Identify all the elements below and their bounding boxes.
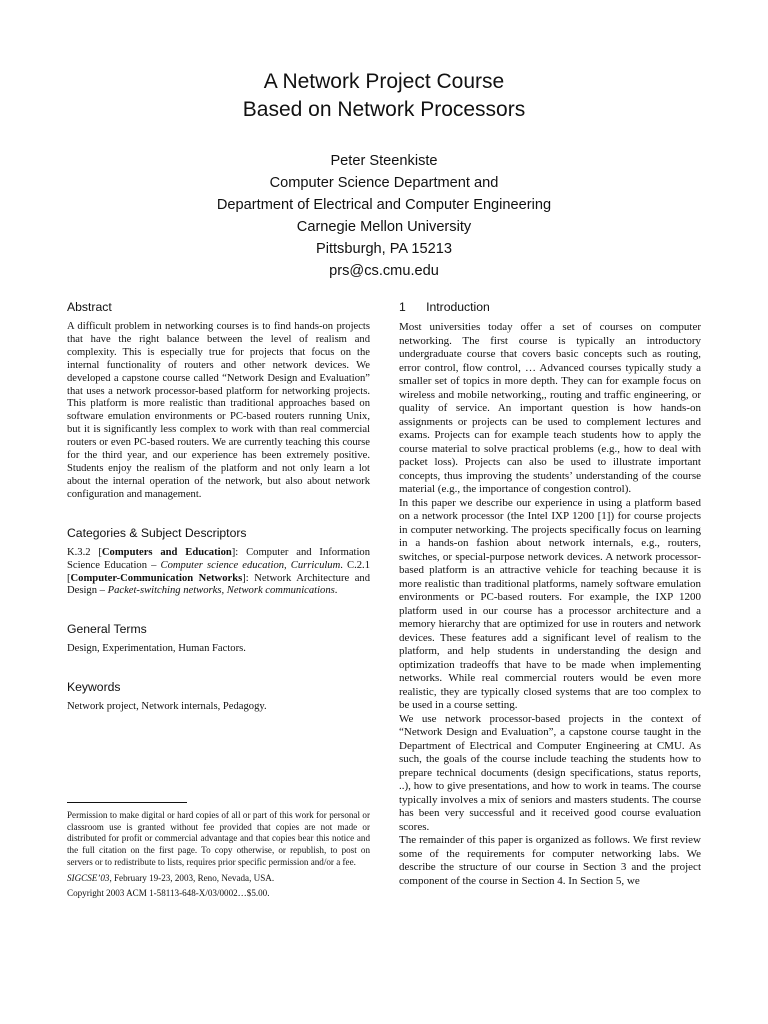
- intro-paragraph-4: The remainder of this paper is organized as follows. We first review some of the requirements for computer networking labs. We describe the structure of our course in Section 3 and the project component of the course in Section 4. In Section 5, we: [399, 834, 701, 887]
- k32-end: .: [340, 559, 343, 571]
- permission-footnote: [67, 802, 370, 900]
- keywords-section: [67, 680, 370, 714]
- introduction-section: [399, 300, 701, 888]
- general-terms-section: [67, 622, 370, 656]
- abstract-section: [67, 300, 370, 502]
- title-line-2: Based on Network Processors: [242, 98, 526, 121]
- author-dept-2: Department of Electrical and Computer Engineering: [216, 197, 552, 213]
- author-block: [0, 150, 768, 282]
- category-k32: [67, 547, 370, 599]
- c21-end: .: [334, 585, 338, 597]
- general-terms-text: Design, Experimentation, Human Factors.: [67, 643, 246, 655]
- author-email: prs@cs.cmu.edu: [329, 263, 439, 279]
- introduction-heading: 1 Introduction: [399, 300, 490, 314]
- footnote-rule: [67, 802, 187, 803]
- conference-line: [67, 873, 370, 885]
- k32-code: K.3.2 [: [67, 546, 102, 558]
- keywords-heading: Keywords: [67, 680, 121, 695]
- copyright-line: Copyright 2003 ACM 1-58113-648-X/03/0002…$5.00.: [67, 888, 270, 899]
- c21-italic: Packet-switching networks, Network communications: [107, 585, 335, 597]
- permission-text: Permission to make digital or hard copies of all or part of this work for personal or classroom use is granted without fee provided that copies are not made or distributed for profit or commercial advantage and that copies bear this notice and the full citation on the first page. To copy otherwise, or republish, to post on servers or to redistribute to lists, requires prior specific permission and/or a fee.: [67, 810, 370, 867]
- paper-title: [0, 68, 768, 124]
- title-line-1: A Network Project Course: [263, 70, 505, 93]
- intro-paragraph-2: In this paper we describe our experience in using a platform based on a network processor (the Intel IXP 1200 [1]) for course projects in computer networking. The projects specifically focus on learning in a hands-on fashion about network internals, e.g., routers, switches, or special-purpose network devices. A network processor-based platform is an attractive vehicle for teaching because it is more realistic than traditional platforms, namely software emulation environments or PC-based routers. For example, the IXP 1200 platform used in our course has a processor architecture and a memory hierarchy that are optimized for use in routers and network devices. These features add a significant level of realism to the platform, and help students in understanding the design and optimization tradeoffs that have to be made when implementing networks. While real commercial routers would be even more realistic, they are typically closed systems that are too complex to be used in a course setting.: [399, 496, 701, 711]
- k32-italic: Computer science education, Curriculum: [160, 559, 341, 571]
- author-dept-1: Computer Science Department and: [269, 175, 499, 191]
- c21-code: C.2.1 [: [67, 559, 370, 584]
- conference-name: SIGCSE’03: [67, 872, 110, 883]
- author-name: Peter Steenkiste: [330, 153, 438, 169]
- k32-bold: Computers and Education: [101, 546, 232, 558]
- c21-rest: ]: Network Architecture and Design –: [67, 572, 370, 597]
- author-city: Pittsburgh, PA 15213: [315, 241, 453, 257]
- abstract-heading: Abstract: [67, 300, 112, 314]
- abstract-text: A difficult problem in networking courses is to find hands-on projects that have the right balance between the level of realism and complexity. This is especially true for projects that focus on the internal functionality of routers and other network devices. We developed a capstone course called “Network Design and Evaluation” that uses a network processor-based platform for networking projects. This platform is more realistic than traditional approaches based on software emulation environments or PC-based routers running Unix, but it is significantly less complex to work with than real commercial routers or even PC-based routers. We are currently teaching this course for the third year, and our experience has been extremely positive. Students enjoy the realism of the platform and not only learn a lot about the internal operation of the network, but also about network configuration and management.: [67, 321, 370, 500]
- intro-paragraph-3: We use network processor-based projects in the context of “Network Design and Evaluation”, a capstone course taught in the Department of Electrical and Computer Engineering at CMU. As such, the goals of the course include teaching the students how to prepare technical documents (design specifications, status reports, ..), how to give presentations, and how to work in teams. The course typically involves a mix of seniors and masters students. The course has been very successful and it received good course evaluation scores.: [399, 712, 701, 833]
- categories-section: [67, 526, 370, 599]
- c21-bold: Computer-Communication Networks: [70, 572, 243, 584]
- right-column: [399, 300, 701, 888]
- general-terms-heading: General Terms: [67, 622, 147, 637]
- intro-paragraph-1: Most universities today offer a set of courses on computer networking. The first course is typically an introductory undergraduate course that covers basic concepts such as routing, error control, flow control, … Advanced courses typically study a smaller set of topics in more depth. They can for example focus on wireless and mobile networking,, routing and traffic engineering, or quality of service. An important question is how hands-on assignments or projects can be used to complement lectures and exams. Projects can for example teach students how to apply the course material to solve practical problems (e.g., how to deal with packet loss). Projects can also be used to illustrate important concepts, thus improving the students’ understanding of the course material (e.g., the importance of congestion control).: [399, 321, 701, 495]
- left-column: [67, 300, 370, 714]
- author-university: Carnegie Mellon University: [296, 219, 472, 235]
- categories-heading: Categories & Subject Descriptors: [67, 525, 247, 540]
- conference-details: , February 19-23, 2003, Reno, Nevada, USA.: [109, 872, 275, 883]
- k32-rest: ]: Computer and Information Science Education –: [67, 546, 371, 571]
- keywords-text: Network project, Network internals, Pedagogy.: [67, 701, 267, 713]
